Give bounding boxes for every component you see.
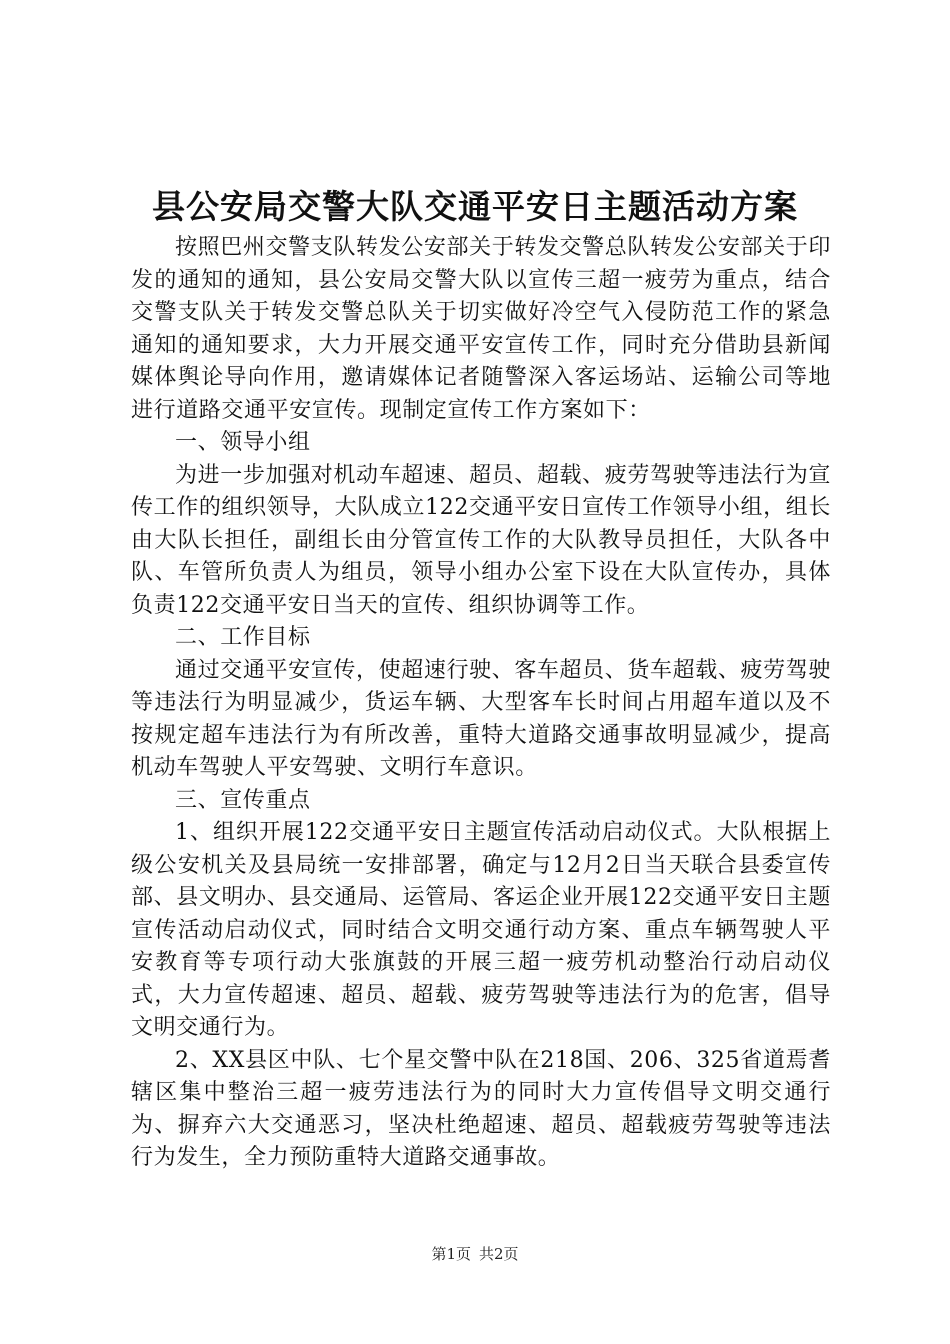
page-number: 第1页 (431, 1245, 471, 1263)
page-total: 共2页 (479, 1245, 519, 1263)
document-body (131, 232, 831, 1175)
section-heading-goals: 二、工作目标 (175, 625, 311, 650)
paragraph-focus-1: 1、组织开展122交通平安日主题宣传活动启动仪式。大队根据上级公安机关及县局统一安排部署，确定与12月2日当天联合县委宣传部、县文明办、县交通局、运管局、客运企业开展122交通平安日主题宣传活动启动仪式，同时结合文明交通行动方案、重点车辆驾驶人平安教育等专项行动大张旗鼓的开展三超一疲劳机动整治行动启动仪式，大力宣传超速、超员、超载、疲劳驾驶等违法行为的危害，倡导文明交通行为。 (131, 820, 831, 1040)
document-title: 县公安局交警大队交通平安日主题活动方案 (152, 187, 798, 226)
paragraph-goals: 通过交通平安宣传，使超速行驶、客车超员、货车超载、疲劳驾驶等违法行为明显减少，货运车辆、大型客车长时间占用超车道以及不按规定超车违法行为有所改善，重特大道路交通事故明显减少，提高机动车驾驶人平安驾驶、文明行车意识。 (131, 657, 831, 780)
section-heading-leadership: 一、领导小组 (175, 430, 311, 455)
paragraph-focus-2: 2、XX县区中队、七个星交警中队在218国、206、325省道焉耆辖区集中整治三超一疲劳违法行为的同时大力宣传倡导文明交通行为、摒弃六大交通恶习，坚决杜绝超速、超员、超载疲劳驾驶等违法行为发生，全力预防重特大道路交通事故。 (131, 1047, 831, 1170)
paragraph-intro: 按照巴州交警支队转发公安部关于转发交警总队转发公安部关于印发的通知的通知，县公安局交警大队以宣传三超一疲劳为重点，结合交警支队关于转发交警总队关于切实做好冷空气入侵防范工作的紧急通知的通知要求，大力开展交通平安宣传工作，同时充分借助县新闻媒体舆论导向作用，邀请媒体记者随警深入客运场站、运输公司等地进行道路交通平安宣传。现制定宣传工作方案如下： (131, 235, 831, 423)
paragraph-leadership: 为进一步加强对机动车超速、超员、超载、疲劳驾驶等违法行为宣传工作的组织领导，大队成立122交通平安日宣传工作领导小组，组长由大队长担任，副组长由分管宣传工作的大队教导员担任，大队各中队、车管所负责人为组员，领导小组办公室下设在大队宣传办，具体负责122交通平安日当天的宣传、组织协调等工作。 (131, 462, 831, 618)
section-heading-focus: 三、宣传重点 (175, 787, 311, 813)
page-footer (0, 1243, 950, 1265)
